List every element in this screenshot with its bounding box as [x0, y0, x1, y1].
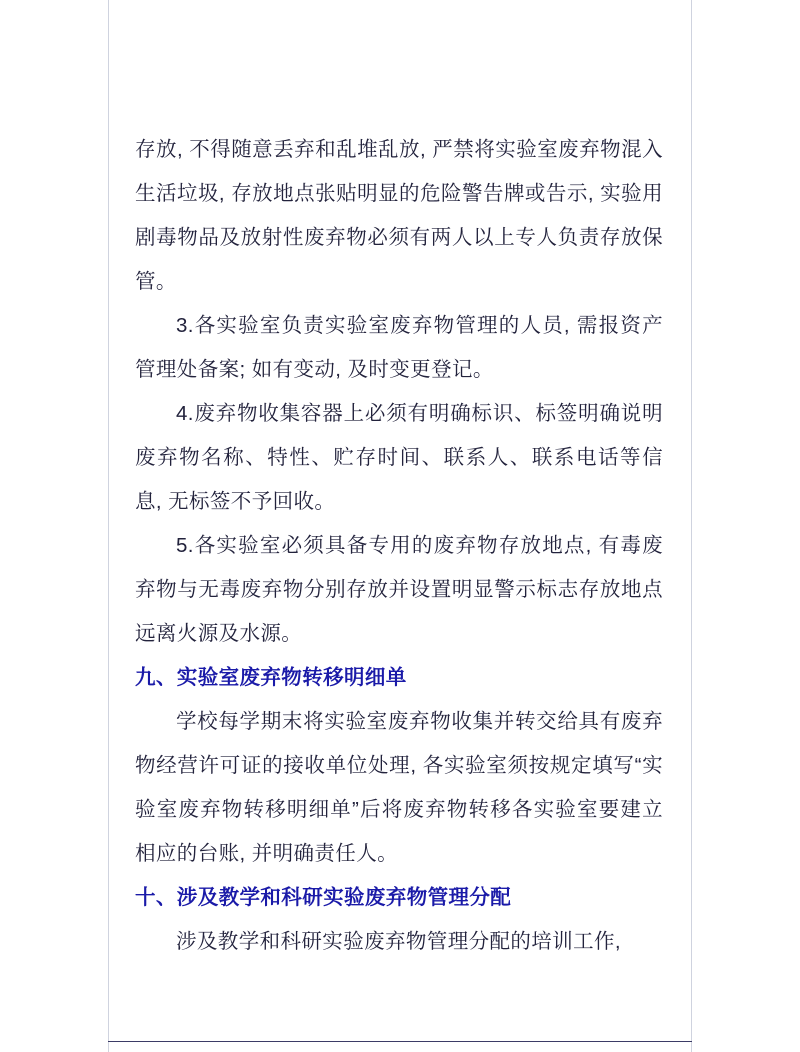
footer-rule: [108, 1041, 692, 1042]
paragraph: 4.废弃物收集容器上必须有明确标识、标签明确说明废弃物名称、特性、贮存时间、联系人、联系电话等信息, 无标签不予回收。: [135, 402, 663, 513]
section-heading: 十、涉及教学和科研实验废弃物管理分配: [135, 886, 512, 909]
document-body: [135, 128, 663, 964]
paragraph: 涉及教学和科研实验废弃物管理分配的培训工作,: [176, 930, 621, 953]
paragraph: 5.各实验室必须具备专用的废弃物存放地点, 有毒废弃物与无毒废弃物分别存放并设置明显警示标志存放地点远离火源及水源。: [135, 534, 663, 645]
paragraph: 学校每学期末将实验室废弃物收集并转交给具有废弃物经营许可证的接收单位处理, 各实验室须按规定填写“实验室废弃物转移明细单”后将废弃物转移各实验室要建立相应的台账, 并明确责任人。: [135, 710, 663, 865]
right-margin-rule: [691, 0, 692, 1052]
paragraph: 存放, 不得随意丢弃和乱堆乱放, 严禁将实验室废弃物混入生活垃圾, 存放地点张贴明显的危险警告牌或告示, 实验用剧毒物品及放射性废弃物必须有两人以上专人负责存放保管。: [135, 138, 663, 293]
left-margin-rule: [108, 0, 109, 1052]
section-heading: 九、实验室废弃物转移明细单: [135, 666, 407, 689]
paragraph: 3.各实验室负责实验室废弃物管理的人员, 需报资产管理处备案; 如有变动, 及时变更登记。: [135, 314, 663, 381]
